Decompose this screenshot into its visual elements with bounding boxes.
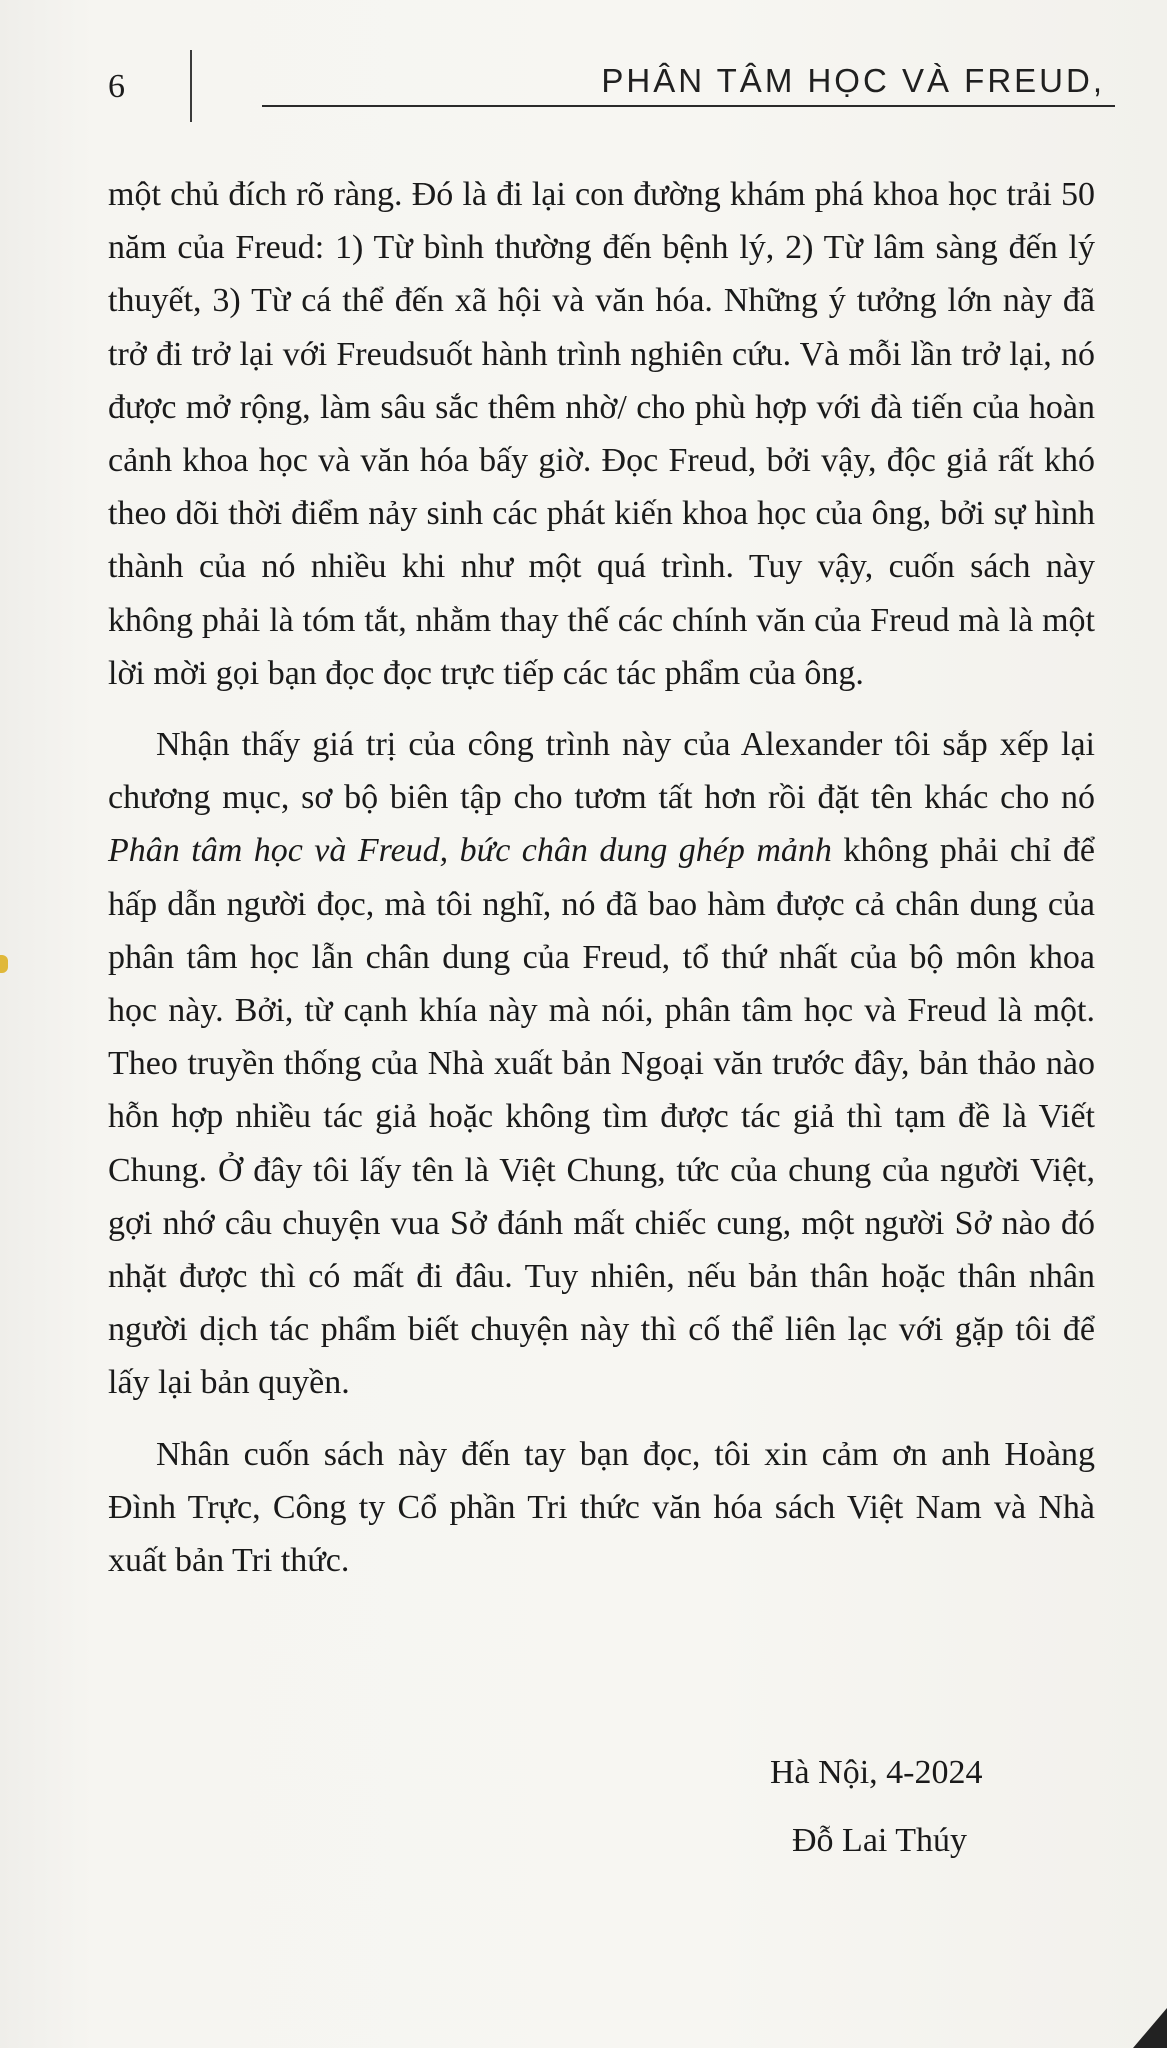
paragraph-2	[108, 718, 1095, 1410]
paragraph-2-text-a: Nhận thấy giá trị của công trình này của Alexander tôi sắp xếp lại chương mục, sơ bộ biên tập cho tươm tất hơn rồi đặt tên khác cho nó	[108, 726, 1095, 817]
page-edge-mark	[0, 955, 8, 973]
page-number: 6	[108, 68, 125, 105]
paragraph-1: một chủ đích rõ ràng. Đó là đi lại con đường khám phá khoa học trải 50 năm của Freud: 1) Từ bình thường đến bệnh lý, 2) Từ lâm sàng đến lý thuyết, 3) Từ cá thể đến xã hội và văn hóa. Những ý tưởng lớn này đã trở đi trở lại với Freudsuốt hành trình nghiên cứu. Và mỗi lần trở lại, nó được mở rộng, làm sâu sắc thêm nhờ/ cho phù hợp với đà tiến của hoàn cảnh khoa học và văn hóa bấy giờ. Đọc Freud, bởi vậy, độc giả rất khó theo dõi thời điểm nảy sinh các phát kiến khoa học của ông, bởi sự hình thành của nó nhiều khi như một quá trình. Tuy vậy, cuốn sách này không phải là tóm tắt, nhằm thay thế các chính văn của Freud mà là một lời mời gọi bạn đọc đọc trực tiếp các tác phẩm của ông.	[108, 176, 1095, 692]
header-separator	[190, 50, 192, 122]
paragraph-3: Nhân cuốn sách này đến tay bạn đọc, tôi xin cảm ơn anh Hoàng Đình Trực, Công ty Cổ phần Tri thức văn hóa sách Việt Nam và Nhà xuất bản Tri thức.	[108, 1435, 1095, 1580]
header-rule	[262, 105, 1115, 107]
place-date: Hà Nội, 4-2024	[770, 1754, 983, 1791]
body-text	[108, 168, 1095, 1605]
paragraph-2-text-b: không phải chỉ để hấp dẫn người đọc, mà tôi nghĩ, nó đã bao hàm được cả chân dung của phân tâm học lẫn chân dung của Freud, tổ thứ nhất của bộ môn khoa học này. Bởi, từ cạnh khía này mà nói, phân tâm học và Freud là một. Theo truyền thống của Nhà xuất bản Ngoại văn trước đây, bản thảo nào hỗn hợp nhiều tác giả hoặc không tìm được tác giả thì tạm đề là Viết Chung. Ở đây tôi lấy tên là Việt Chung, tức của chung của người Việt, gợi nhớ câu chuyện vua Sở đánh mất chiếc cung, một người Sở nào đó nhặt được thì có mất đi đâu. Tuy nhiên, nếu bản thân hoặc thân nhân người dịch tác phẩm biết chuyện này thì cố thể liên lạc với gặp tôi để lấy lại bản quyền.	[108, 832, 1096, 1402]
running-title: PHÂN TÂM HỌC VÀ FREUD,	[601, 62, 1105, 99]
corner-mark	[1133, 2008, 1167, 2048]
book-title-italic: Phân tâm học và Freud, bức chân dung ghép mảnh	[108, 832, 832, 870]
author-name: Đỗ Lai Thúy	[792, 1822, 968, 1859]
